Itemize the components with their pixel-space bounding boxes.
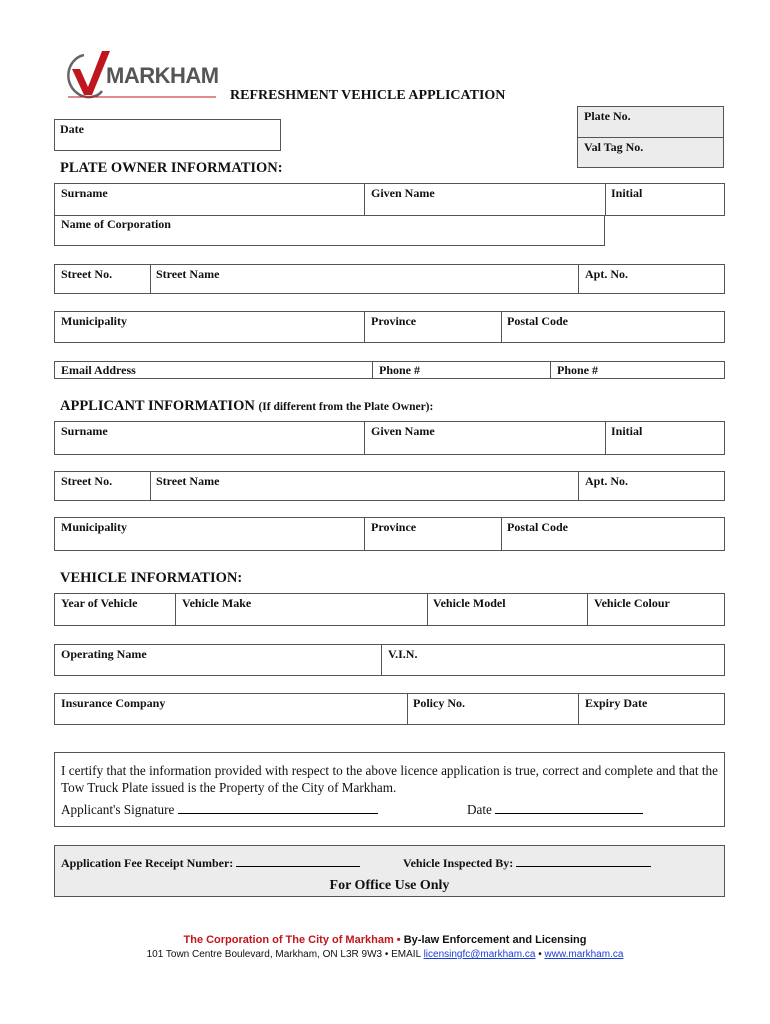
footer-bullet: • (396, 934, 401, 946)
applicant-province-label: Province (371, 520, 417, 534)
applicant-initial-label: Initial (611, 424, 643, 438)
office-use-box (54, 845, 725, 897)
owner-apt-no-label: Apt. No. (585, 267, 629, 281)
applicant-heading-text: APPLICANT INFORMATION (60, 398, 255, 414)
plate-no-label: Plate No. (584, 109, 631, 123)
val-tag-field[interactable] (577, 137, 724, 168)
vehicle-vin-label: V.I.N. (388, 647, 418, 661)
form-title: REFRESHMENT VEHICLE APPLICATION (230, 88, 506, 103)
applicant-heading-note: (If different from the Plate Owner): (258, 401, 434, 413)
inspected-by-line[interactable] (403, 855, 651, 871)
footer-website-link[interactable]: www.markham.ca (544, 949, 624, 960)
applicant-name-row (54, 421, 725, 455)
owner-contact-row (54, 361, 725, 379)
owner-province-label: Province (371, 314, 417, 328)
applicant-street-no-label: Street No. (61, 474, 113, 488)
footer-org-line (0, 934, 770, 946)
owner-corporation-field[interactable] (54, 215, 605, 246)
vehicle-expiry-label: Expiry Date (585, 696, 648, 710)
val-tag-label: Val Tag No. (584, 140, 644, 154)
certification-text: I certify that the information provided with respect to the above licence application is true, correct and complete and that the Tow Truck Plate issued is the Property of the City of Markham. (61, 763, 718, 795)
footer-email-link[interactable]: licensingfc@markham.ca (423, 949, 536, 960)
applicant-street-name-label: Street Name (156, 474, 220, 488)
owner-name-row (54, 183, 725, 216)
owner-phone2-label: Phone # (557, 363, 599, 377)
owner-corporation-label: Name of Corporation (61, 217, 171, 231)
footer-bullet-2: • (538, 949, 542, 960)
cert-date-label: Date (467, 802, 492, 817)
owner-given-name-label: Given Name (371, 186, 435, 200)
vehicle-year-label: Year of Vehicle (61, 596, 138, 610)
cert-date-line[interactable] (467, 802, 643, 818)
owner-email-label: Email Address (61, 363, 136, 377)
vehicle-policy-label: Policy No. (413, 696, 465, 710)
owner-postal-code-label: Postal Code (507, 314, 568, 328)
applicant-given-name-label: Given Name (371, 424, 435, 438)
footer-address-line (0, 949, 770, 960)
receipt-number-line[interactable] (61, 855, 360, 871)
inspected-by-underline (516, 855, 651, 867)
applicant-heading (60, 398, 433, 415)
owner-municipality-label: Municipality (61, 314, 128, 328)
vehicle-colour-label: Vehicle Colour (594, 596, 670, 610)
date-field[interactable] (54, 119, 281, 151)
markham-logo (58, 45, 218, 101)
vehicle-row-1 (54, 593, 725, 626)
owner-heading: PLATE OWNER INFORMATION: (60, 160, 283, 176)
certification-box (54, 752, 725, 827)
owner-street-row (54, 264, 725, 294)
vehicle-row-2 (54, 644, 725, 676)
vehicle-make-label: Vehicle Make (182, 596, 252, 610)
signature-label: Applicant's Signature (61, 802, 175, 817)
footer-org: The Corporation of The City of Markham (183, 934, 394, 946)
vehicle-operating-name-label: Operating Name (61, 647, 147, 661)
logo-wordmark: MARKHAM (106, 63, 218, 88)
office-use-only-text: For Office Use Only (329, 878, 450, 893)
owner-municipality-row (54, 311, 725, 343)
plate-no-field[interactable] (577, 106, 724, 138)
footer-address: 101 Town Centre Boulevard, Markham, ON L3R 9W3 • EMAIL (146, 949, 421, 960)
owner-surname-label: Surname (61, 186, 108, 200)
signature-underline (178, 802, 378, 814)
signature-line[interactable] (61, 802, 378, 818)
vehicle-heading: VEHICLE INFORMATION: (60, 570, 243, 586)
owner-phone1-label: Phone # (379, 363, 421, 377)
applicant-apt-no-label: Apt. No. (585, 474, 629, 488)
applicant-municipality-row (54, 517, 725, 551)
owner-initial-label: Initial (611, 186, 643, 200)
applicant-postal-code-label: Postal Code (507, 520, 568, 534)
vehicle-row-3 (54, 693, 725, 725)
receipt-number-label: Application Fee Receipt Number: (61, 856, 234, 870)
markham-logo-graphic (58, 45, 218, 101)
footer-dept: By-law Enforcement and Licensing (403, 934, 587, 946)
applicant-municipality-label: Municipality (61, 520, 128, 534)
owner-street-name-label: Street Name (156, 267, 220, 281)
inspected-by-label: Vehicle Inspected By: (403, 856, 514, 870)
applicant-surname-label: Surname (61, 424, 108, 438)
date-label: Date (60, 122, 84, 136)
vehicle-model-label: Vehicle Model (433, 596, 506, 610)
vehicle-insurance-label: Insurance Company (61, 696, 166, 710)
applicant-street-row (54, 471, 725, 501)
cert-date-underline (495, 802, 643, 814)
owner-street-no-label: Street No. (61, 267, 113, 281)
receipt-number-underline (236, 855, 360, 867)
